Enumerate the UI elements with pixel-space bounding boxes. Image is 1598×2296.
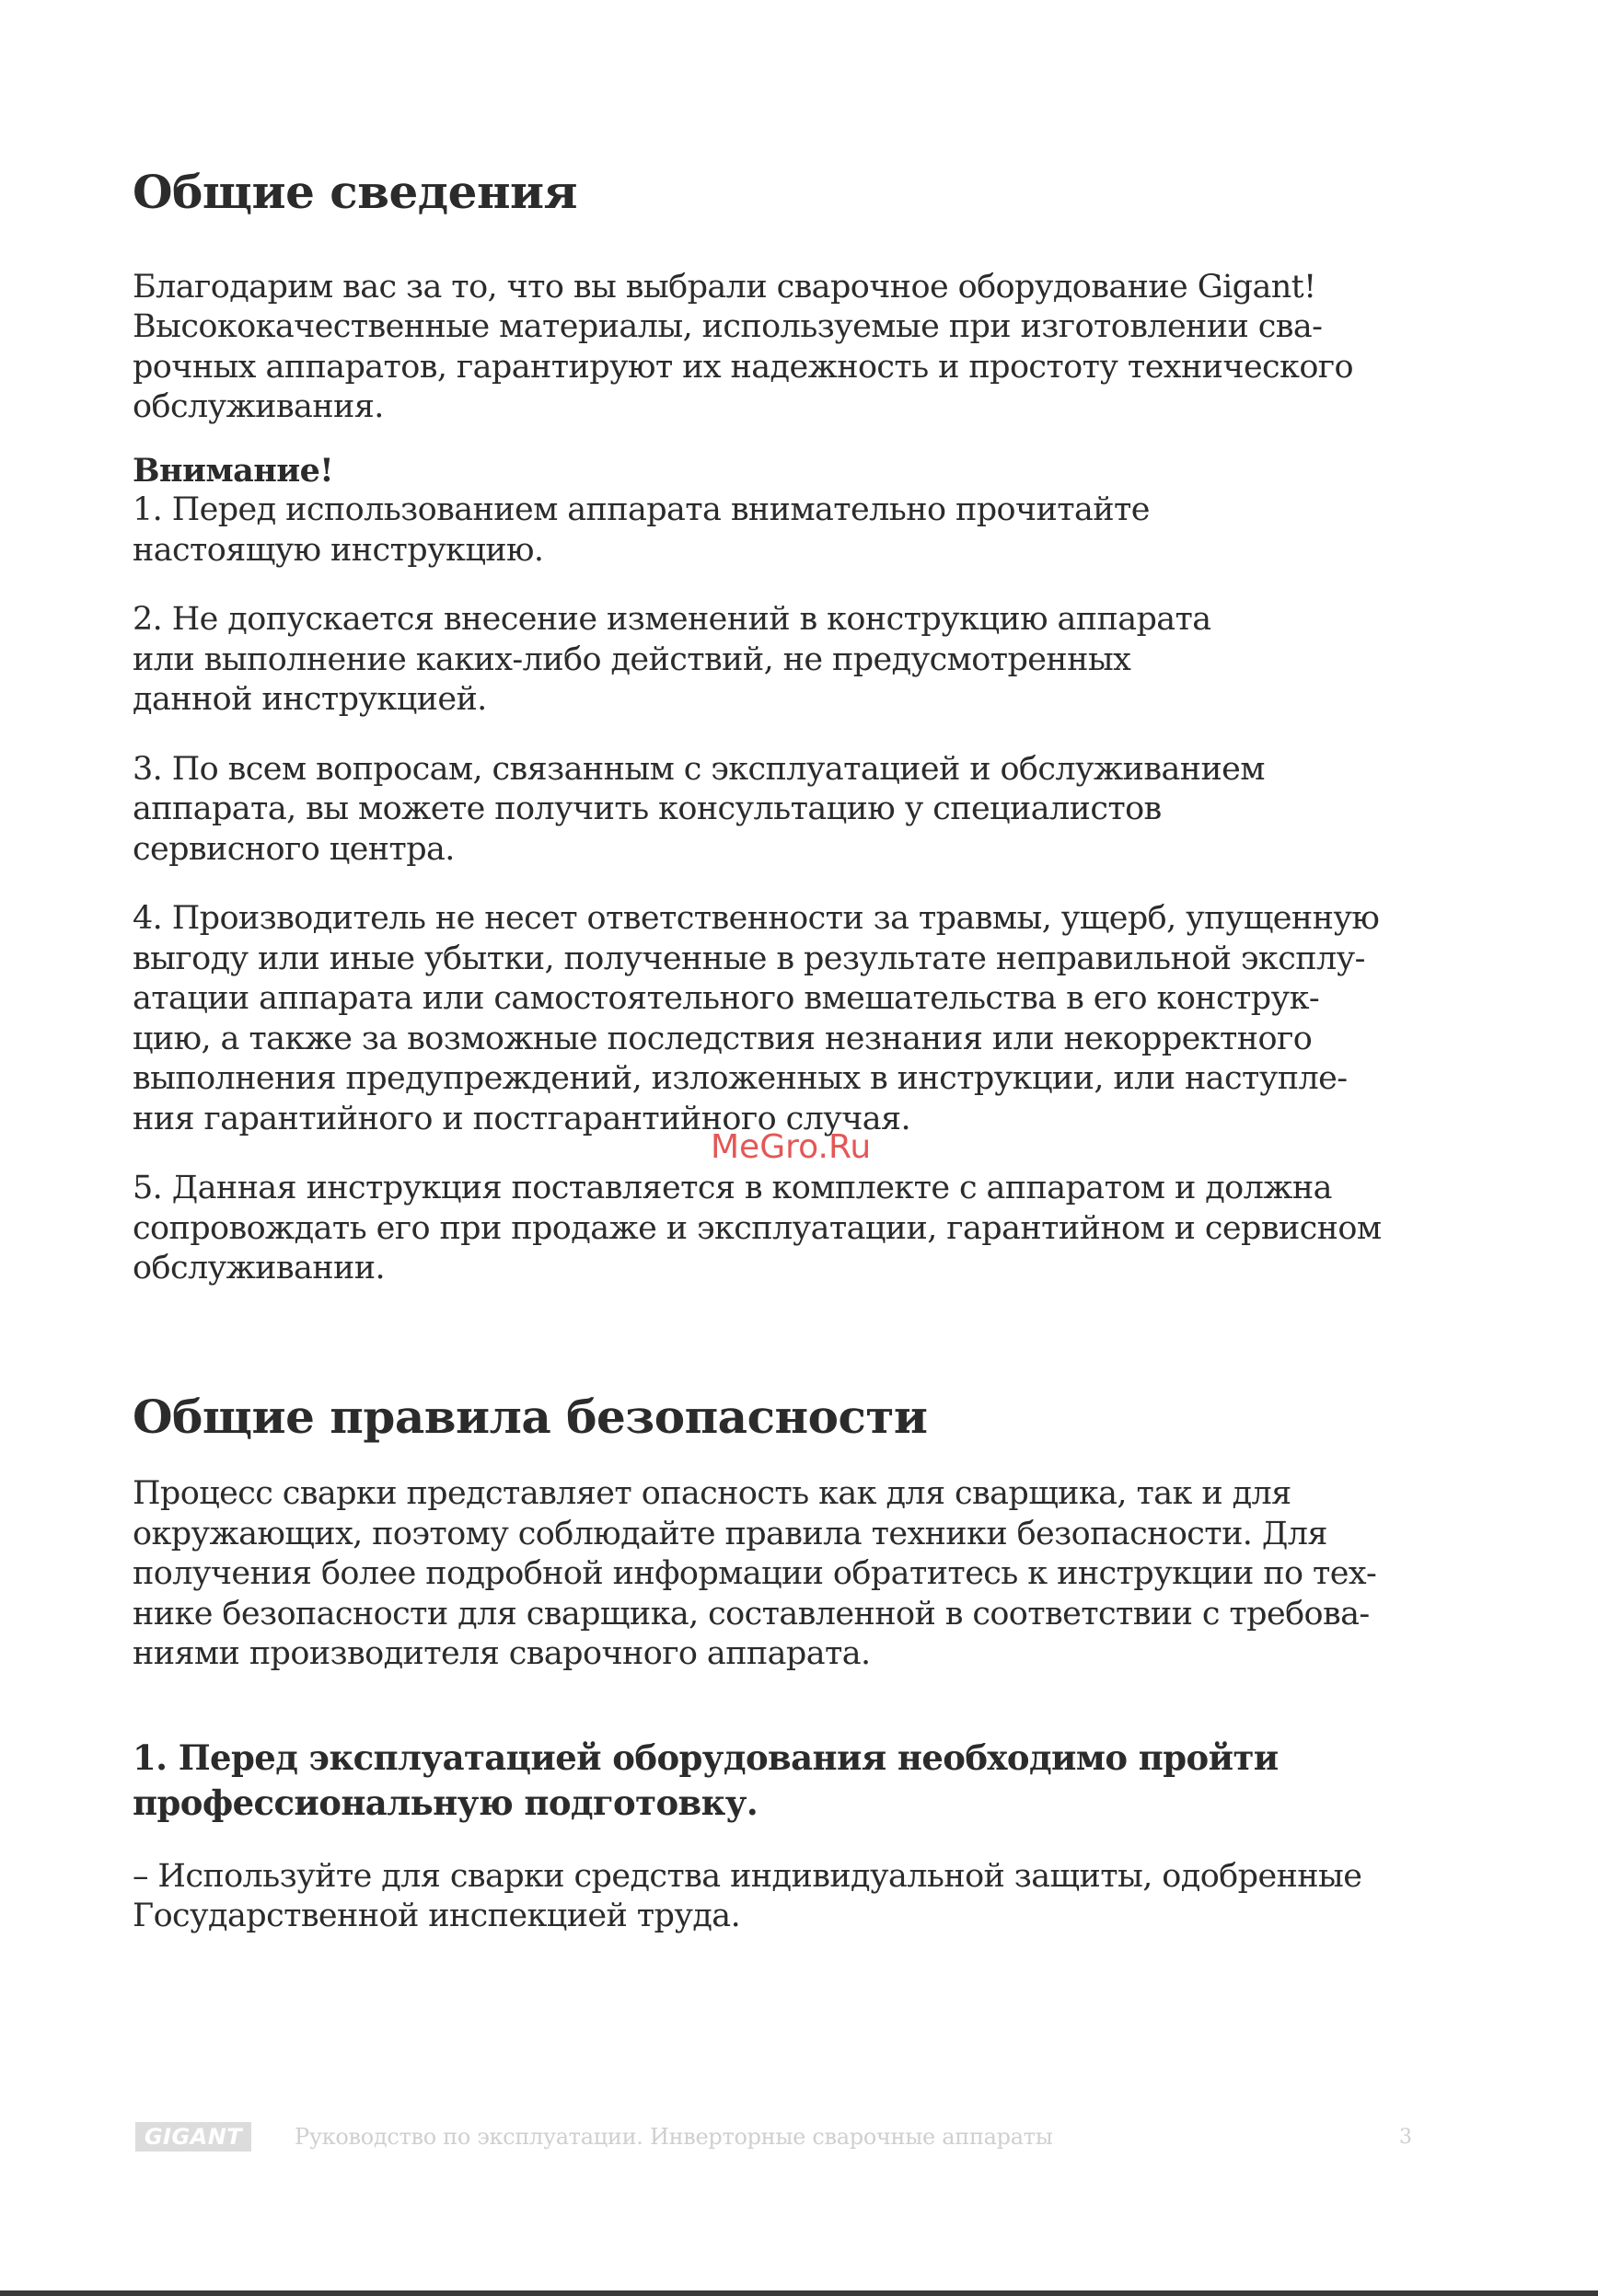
list-item xyxy=(133,600,1440,721)
page-number: 3 xyxy=(1399,2126,1412,2149)
text-line: или выполнение каких-либо действий, не предусмотренных xyxy=(133,640,1131,678)
text-line: атации аппарата или самостоятельного вмешательства в его конструк- xyxy=(133,980,1320,1017)
text-line: профессиональную подготовку. xyxy=(133,1782,758,1823)
page-content xyxy=(133,166,1440,1937)
page-footer xyxy=(0,2118,1598,2155)
text-line: 5. Данная инструкция поставляется в комплекте с аппаратом и должна xyxy=(133,1170,1332,1206)
section-title-safety-rules: Общие правила безопасности xyxy=(133,1389,928,1444)
watermark: MeGro.Ru xyxy=(711,1128,872,1166)
bullet-item xyxy=(133,1857,1440,1937)
text-line: 1. Перед эксплуатацией оборудования необходимо пройти xyxy=(133,1736,1279,1778)
text-line: Процесс сварки представляет опасность как для сварщика, так и для xyxy=(133,1475,1291,1512)
list-item xyxy=(133,899,1440,1139)
text-line: обслуживании. xyxy=(133,1250,385,1286)
text-line: ния гарантийного и постгарантийного случая. xyxy=(133,1100,911,1137)
list-item xyxy=(133,750,1440,871)
text-line: получения более подробной информации обратитесь к инструкции по тех- xyxy=(133,1555,1377,1592)
text-line: выгоду или иные убытки, полученные в результате неправильной эксплу- xyxy=(133,940,1365,977)
text-line: 4. Производитель не несет ответственности за травмы, ущерб, упущенную xyxy=(133,900,1380,937)
text-line: обслуживания. xyxy=(133,388,384,425)
text-line: Государственной инспекцией труда. xyxy=(133,1898,741,1934)
text-line: 3. По всем вопросам, связанным с эксплуатацией и обслуживанием xyxy=(133,750,1265,788)
text-line: – Используйте для сварки средства индивидуальной защиты, одобренные xyxy=(133,1857,1362,1895)
footer-title: Руководство по эксплуатации. Инверторные сварочные аппараты xyxy=(295,2124,1053,2150)
text-line: рочных аппаратов, гарантируют их надежность и простоту технического xyxy=(133,348,1354,386)
text-line: ниями производителя сварочного аппарата. xyxy=(133,1635,871,1672)
gigant-logo: GIGANT xyxy=(135,2122,251,2152)
text-line: нике безопасности для сварщика, составленной в соответствии с требова- xyxy=(133,1595,1370,1633)
text-line: выполнения предупреждений, изложенных в инструкции, или наступле- xyxy=(133,1060,1348,1097)
safety-subheading xyxy=(133,1736,1440,1826)
text-line: сервисного центра. xyxy=(133,830,455,868)
text-line: аппарата, вы можете получить консультацию у специалистов xyxy=(133,790,1162,827)
attention-label: Внимание! xyxy=(133,451,334,490)
intro-paragraph xyxy=(133,268,1440,428)
text-line: данной инструкцией. xyxy=(133,681,487,718)
text-line: настоящую инструкцию. xyxy=(133,531,544,569)
text-line: 1. Перед использованием аппарата внимательно прочитайте xyxy=(133,491,1150,528)
bottom-edge-bar xyxy=(0,2290,1598,2296)
list-item xyxy=(133,1169,1440,1289)
text-line: Благодарим вас за то, что вы выбрали сварочное оборудование Gigant! xyxy=(133,268,1316,306)
text-line: окружающих, поэтому соблюдайте правила техники безопасности. Для xyxy=(133,1515,1327,1552)
text-line: цию, а также за возможные последствия незнания или некорректного xyxy=(133,1020,1313,1057)
list-item xyxy=(133,490,1440,571)
text-line: Высококачественные материалы, используемые при изготовлении сва- xyxy=(133,308,1323,345)
safety-intro-paragraph xyxy=(133,1474,1440,1675)
text-line: сопровождать его при продаже и эксплуатации, гарантийном и сервисном xyxy=(133,1209,1382,1247)
text-line: 2. Не допускается внесение изменений в конструкцию аппарата xyxy=(133,601,1211,638)
section-title-general-info: Общие сведения xyxy=(133,165,578,219)
